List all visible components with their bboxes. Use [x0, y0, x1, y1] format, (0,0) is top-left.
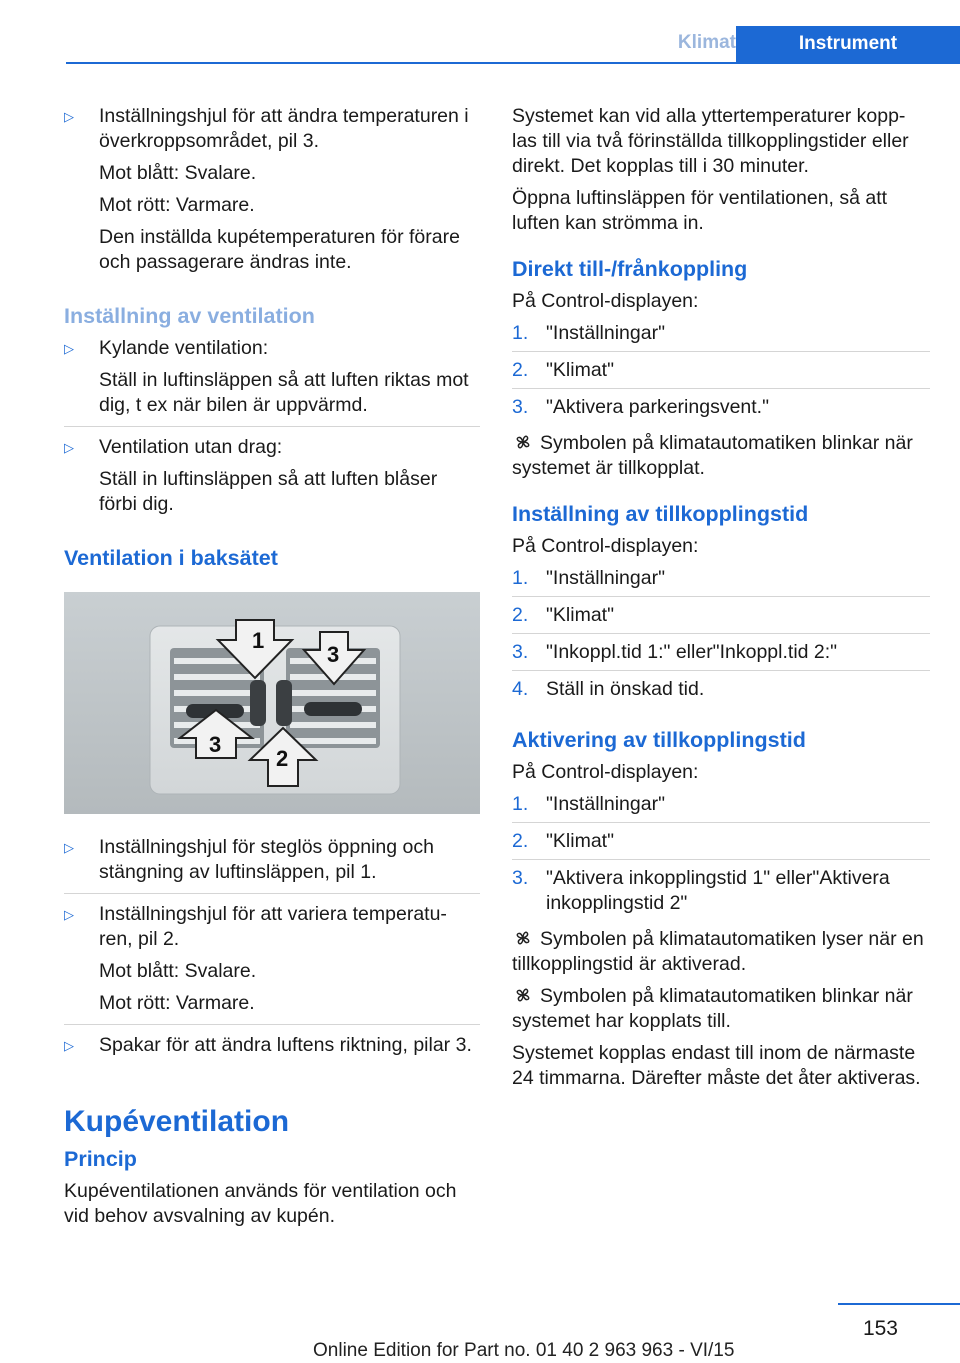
- step-number: 2.: [512, 830, 529, 852]
- triangle-bullet-icon: ▷: [64, 840, 74, 855]
- note-text: Symbolen på klimatautomatiken lyser när en tillkopplingstid är aktiverad.: [512, 928, 924, 975]
- bullet-text: Mot blått: Svalare.: [99, 960, 257, 982]
- step-number: 1.: [512, 793, 529, 815]
- numbered-step: [512, 395, 930, 425]
- note-text: Symbolen på klimatautomatiken blinkar när systemet är tillkopplat.: [512, 432, 913, 479]
- step-text: "Klimat": [546, 359, 615, 381]
- bullet-text: Ställ in luftinsläppen så att luften blåser förbi dig.: [99, 468, 438, 515]
- bullet-text: Mot rött: Varmare.: [99, 194, 255, 216]
- numbered-step: [512, 829, 930, 860]
- section-heading-activate-time: Aktivering av tillkopplingstid: [512, 728, 806, 752]
- step-number: 3.: [512, 641, 529, 663]
- note-paragraph: [512, 431, 930, 481]
- note-paragraph: [512, 984, 930, 1034]
- bullet-text: Den inställda kupétemperaturen för förare och passagerare ändras inte.: [99, 226, 460, 273]
- footer-rule: [838, 1303, 960, 1305]
- step-number: 2.: [512, 359, 529, 381]
- bullet-text: Ventilation utan drag:: [99, 436, 283, 458]
- note-text: Symbolen på klimatautomatiken blinkar när systemet har kopplats till.: [512, 985, 913, 1032]
- step-text: "Klimat": [546, 830, 615, 852]
- note-paragraph: [512, 927, 930, 977]
- section-heading-direct-switch: Direkt till-/frånkoppling: [512, 257, 748, 281]
- section-heading-set-time: Inställning av tillkopplingstid: [512, 502, 809, 526]
- bullet-text: Inställningshjul för steglös öppning och stängning av luftinsläppen, pil 1.: [99, 836, 434, 883]
- bullet-item: [64, 435, 480, 525]
- step-number: 3.: [512, 396, 529, 418]
- triangle-bullet-icon: ▷: [64, 109, 74, 124]
- photo-label: 3: [327, 642, 340, 667]
- step-text: "Inställningar": [546, 567, 665, 589]
- fan-icon: [514, 929, 532, 947]
- numbered-step: [512, 358, 930, 389]
- princip-text: Kupéventilationen används för ventilation och vid behov avsvalning av kupén.: [64, 1180, 457, 1227]
- numbered-step: [512, 792, 930, 823]
- lead-text: På Control-displayen:: [512, 761, 699, 783]
- numbered-step: [512, 321, 930, 352]
- rear-vent-photo: [64, 592, 480, 814]
- photo-label: 3: [209, 732, 222, 757]
- fan-icon: [514, 986, 532, 1004]
- triangle-bullet-icon: ▷: [64, 907, 74, 922]
- step-number: 1.: [512, 567, 529, 589]
- page-header: [66, 26, 960, 64]
- footer-edition: Online Edition for Part no. 01 40 2 963 963 - VI/15: [313, 1340, 735, 1361]
- numbered-step: [512, 603, 930, 634]
- numbered-step: [512, 677, 930, 707]
- fan-icon: [514, 433, 532, 451]
- bullet-item: [64, 902, 480, 1025]
- step-number: 1.: [512, 322, 529, 344]
- bullet-text: Kylande ventilation:: [99, 337, 269, 359]
- numbered-step: [512, 566, 930, 597]
- step-text: Ställ in önskad tid.: [546, 678, 705, 700]
- numbered-step: [512, 640, 930, 671]
- bullet-text: Mot blått: Svalare.: [99, 162, 257, 184]
- header-section-klimat[interactable]: Klimat: [677, 32, 736, 53]
- bullet-item: [64, 1033, 480, 1066]
- photo-label: 1: [252, 628, 265, 653]
- bullet-item: [64, 336, 480, 427]
- triangle-bullet-icon: ▷: [64, 440, 74, 455]
- bullet-item: [64, 835, 480, 894]
- numbered-step: [512, 866, 930, 921]
- bullet-text: Spakar för att ändra luftens riktning, pilar 3.: [99, 1034, 472, 1056]
- intro-paragraph: Öppna luftinsläppen för ventilationen, så att luften kan strömma in.: [512, 187, 888, 234]
- triangle-bullet-icon: ▷: [64, 1038, 74, 1053]
- step-number: 3.: [512, 867, 529, 889]
- chapter-heading-kupeventilation: Kupéventilation: [64, 1105, 290, 1138]
- bullet-text: Ställ in luftinsläppen så att luften riktas mot dig, t ex när bilen är uppvärmd.: [99, 369, 469, 416]
- section-heading-ventilation-setting: Inställning av ventilation: [64, 304, 315, 328]
- step-text: "Inställningar": [546, 322, 665, 344]
- step-text: "Inställningar": [546, 793, 665, 815]
- section-heading-rear-ventilation: Ventilation i baksätet: [64, 546, 278, 570]
- step-text: "Klimat": [546, 604, 615, 626]
- triangle-bullet-icon: ▷: [64, 341, 74, 356]
- bullet-item: [64, 104, 480, 283]
- step-text: "Inkoppl.tid 1:" eller"Inkoppl.tid 2:": [546, 641, 838, 663]
- step-text: "Aktivera inkopplingstid 1" eller"Aktivera inkopplingstid 2": [546, 867, 890, 914]
- lead-text: På Control-displayen:: [512, 290, 699, 312]
- note-paragraph: Systemet kopplas endast till inom de närmaste 24 timmarna. Därefter måste det åter aktiveras.: [512, 1042, 921, 1089]
- right-column: [512, 104, 930, 1098]
- left-column: [64, 104, 480, 1236]
- photo-label: 2: [276, 746, 289, 771]
- lead-text: På Control-displayen:: [512, 535, 699, 557]
- section-heading-princip: Princip: [64, 1147, 137, 1171]
- bullet-text: Inställningshjul för att ändra temperaturen i överkroppsområdet, pil 3.: [99, 105, 469, 152]
- header-chapter-instrument[interactable]: Instrument: [736, 26, 960, 62]
- step-text: "Aktivera parkeringsvent.": [546, 396, 770, 418]
- step-number: 2.: [512, 604, 529, 626]
- bullet-text: Inställningshjul för att variera temperatu‐ ren, pil 2.: [99, 903, 447, 950]
- page-number: 153: [862, 1317, 898, 1340]
- intro-paragraph: Systemet kan vid alla yttertemperaturer kopp‐ las till via två förinställda tillkopplingstider eller direkt. Det kopplas till i 30 minuter.: [512, 105, 909, 177]
- bullet-text: Mot rött: Varmare.: [99, 992, 255, 1014]
- step-number: 4.: [512, 678, 529, 700]
